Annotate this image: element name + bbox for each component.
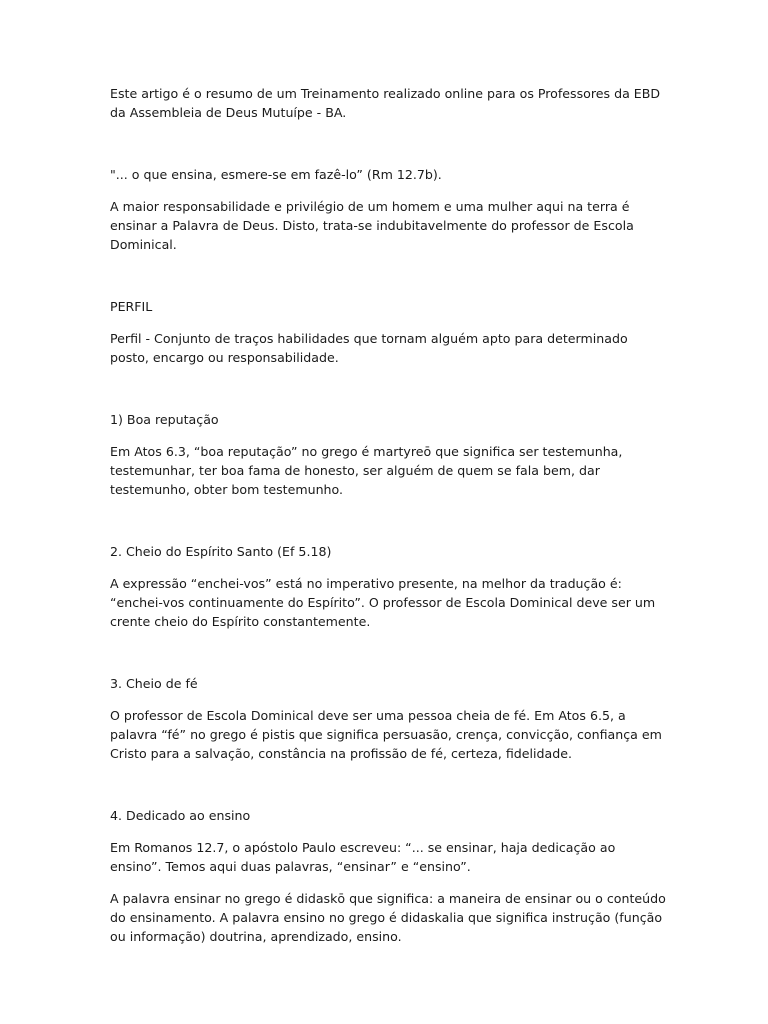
intro-paragraph: Este artigo é o resumo de um Treinamento realizado online para os Professores da EBD da Assembleia de Deus Mutuípe - BA. — [110, 86, 661, 120]
section-heading-faith: 3. Cheio de fé — [110, 676, 198, 691]
section-paragraph-teaching-2: A palavra ensinar no grego é didaskō que significa: a maneira de ensinar ou o conteúdo do ensinamento. A palavra ensino no grego é didaskalia que significa instrução (função ou informação) doutrina, aprendizado, ensino. — [110, 891, 666, 944]
section-heading-reputation: 1) Boa reputação — [110, 412, 219, 427]
bible-quote: "... o que ensina, esmere-se em fazê-lo” (Rm 12.7b). — [110, 167, 442, 182]
profile-definition: Perfil - Conjunto de traços habilidades que tornam alguém apto para determinado posto, encargo ou responsabilidade. — [110, 331, 628, 365]
section-heading-holy-spirit: 2. Cheio do Espírito Santo (Ef 5.18) — [110, 544, 332, 559]
responsibility-paragraph: A maior responsabilidade e privilégio de um homem e uma mulher aqui na terra é ensinar a Palavra de Deus. Disto, trata-se indubitavelmente do professor de Escola Dominical. — [110, 199, 634, 252]
section-paragraph-holy-spirit: A expressão “enchei-vos” está no imperativo presente, na melhor da tradução é: “enchei-vos continuamente do Espírito”. O professor de Escola Dominical deve ser um crente cheio do Espírito constantemente. — [110, 576, 656, 629]
section-heading-teaching: 4. Dedicado ao ensino — [110, 808, 251, 823]
profile-heading: PERFIL — [110, 299, 153, 314]
document-body — [110, 84, 670, 946]
section-paragraph-reputation: Em Atos 6.3, “boa reputação” no grego é martyreō que significa ser testemunha, testemunhar, ter boa fama de honesto, ser alguém de quem se fala bem, dar testemunho, obter bom testemunho. — [110, 444, 623, 497]
section-paragraph-faith: O professor de Escola Dominical deve ser uma pessoa cheia de fé. Em Atos 6.5, a palavra “fé” no grego é pistis que significa persuasão, crença, convicção, confiança em Cristo para a salvação, constância na profissão de fé, certeza, fidelidade. — [110, 708, 662, 761]
section-paragraph-teaching-1: Em Romanos 12.7, o apóstolo Paulo escreveu: “... se ensinar, haja dedicação ao ensino”. Temos aqui duas palavras, “ensinar” e “ensino”. — [110, 840, 616, 874]
